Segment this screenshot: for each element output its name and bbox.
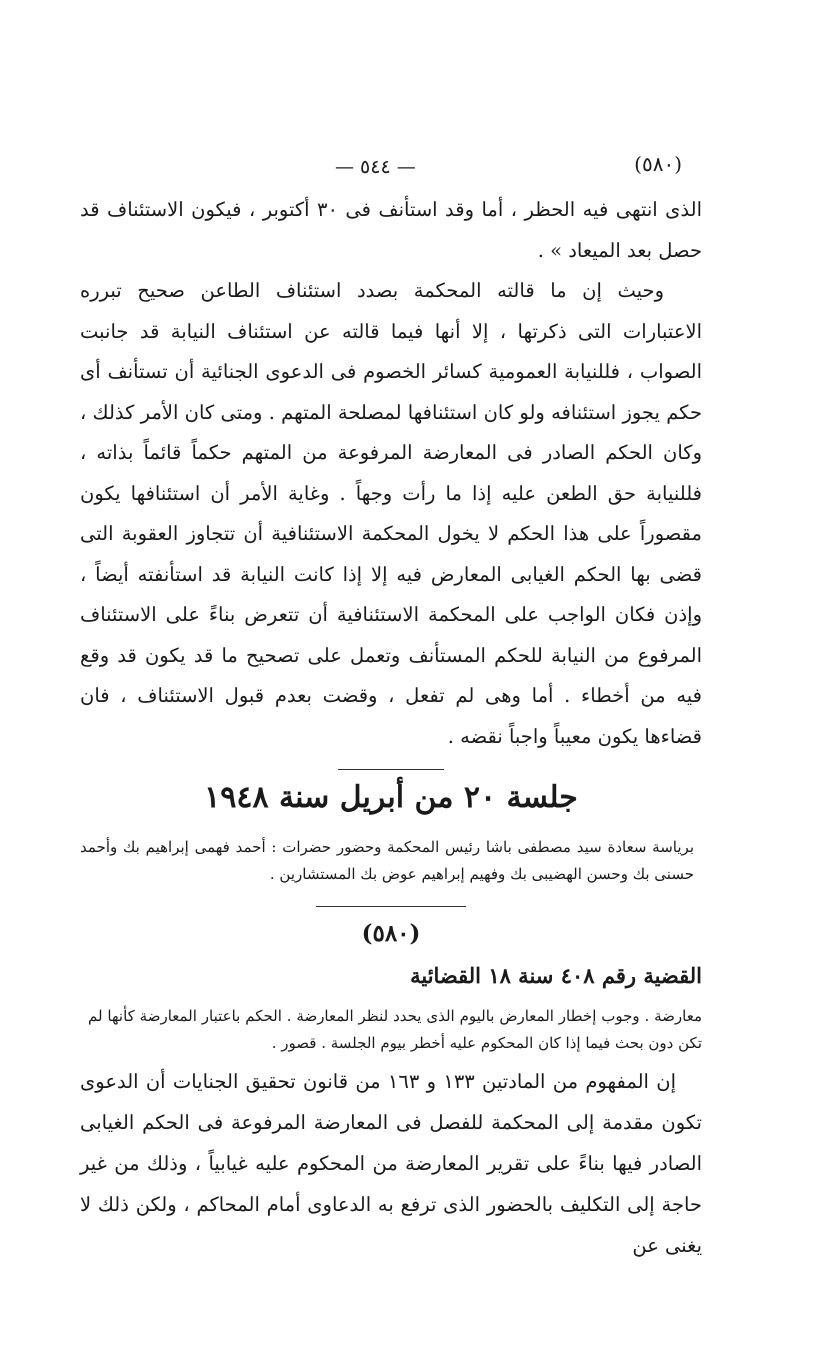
case-divider <box>316 906 466 907</box>
running-case-number: (٥٨٠) <box>634 152 682 176</box>
principle-paragraph: إن المفهوم من المادتين ١٣٣ و ١٦٣ من قانون تحقيق الجنايات أن الدعوى تكون مقدمة إلى المحكمة للفصل فى المعارضة المرفوعة فى الحكم الغيابى الصادر فيها بناءً على تقرير المعارضة من المحكوم عليه غيابياً ، وذلك من غير حاجة إلى التكليف بالحضور الذى ترفع به الدعاوى أمام المحاكم ، ولكن ذلك لا يغنى عن <box>80 1070 702 1257</box>
page-number: — ٥٤٤ — <box>335 156 416 178</box>
judgment-text <box>80 190 702 757</box>
presidency-note: برياسة سعادة سيد مصطفى باشا رئيس المحكمة وحضور حضرات : أحمد فهمى إبراهيم بك وأحمد حسنى بك وحسن الهضيبى بك وفهيم إبراهيم عوض بك المستشارين . <box>80 838 694 883</box>
document-page <box>80 140 702 1266</box>
case-reference: القضية رقم ٤٠٨ سنة ١٨ القضائية <box>410 963 702 988</box>
page-header <box>80 140 702 190</box>
case-summary: معارضة . وجوب إخطار المعارض باليوم الذى يحدد لنظر المعارضة . الحكم باعتبار المعارضة كأنها لم تكن دون بحث فيما إذا كان المحكوم عليه أخطر بيوم الجلسة . قصور . <box>88 1007 702 1052</box>
case-number: (٥٨٠) <box>361 920 421 947</box>
session-title: جلسة ٢٠ من أبريل سنة ١٩٤٨ <box>204 780 578 815</box>
section-divider <box>338 769 444 770</box>
paragraph-continuation: الذى انتهى فيه الحظر ، أما وقد استأنف فى ٣٠ أكتوبر ، فيكون الاستئناف قد حصل بعد الميعاد » . <box>80 198 702 262</box>
legal-principle <box>80 1061 702 1266</box>
paragraph-reasoning: وحيث إن ما قالته المحكمة بصدد استئناف الطاعن صحيح تبرره الاعتبارات التى ذكرتها ، إلا أنها فيما قالته عن استئناف النيابة قد جانبت الصواب ، فللنيابة العمومية كسائر الخصوم فى الدعوى الجنائية أن تستأنف أى حكم يجوز استئنافه ولو كان استئنافها لمصلحة المتهم . ومتى كان الأمر كذلك ، وكان الحكم الصادر فى المعارضة المرفوعة من المتهم حكماً قائماً بذاته ، فللنيابة حق الطعن عليه إذا ما رأت وجهاً . وغاية الأمر أن استئنافها يكون مقصوراً على هذا الحكم لا يخول المحكمة الاستئنافية أن تتجاوز العقوبة التى قضى بها الحكم الغيابى المعارض فيه إلا إذا كانت النيابة قد استأنفته أيضاً ، وإذن فكان الواجب على المحكمة الاستئنافية أن تتعرض بناءً على الاستئناف المرفوع من النيابة للحكم المستأنف وتعمل على تصحيح ما قد يكون قد وقع فيه من أخطاء . أما وهى لم تفعل ، وقضت بعدم قبول الاستئناف ، فان قضاءها يكون معيباً واجباً نقضه . <box>80 279 702 748</box>
